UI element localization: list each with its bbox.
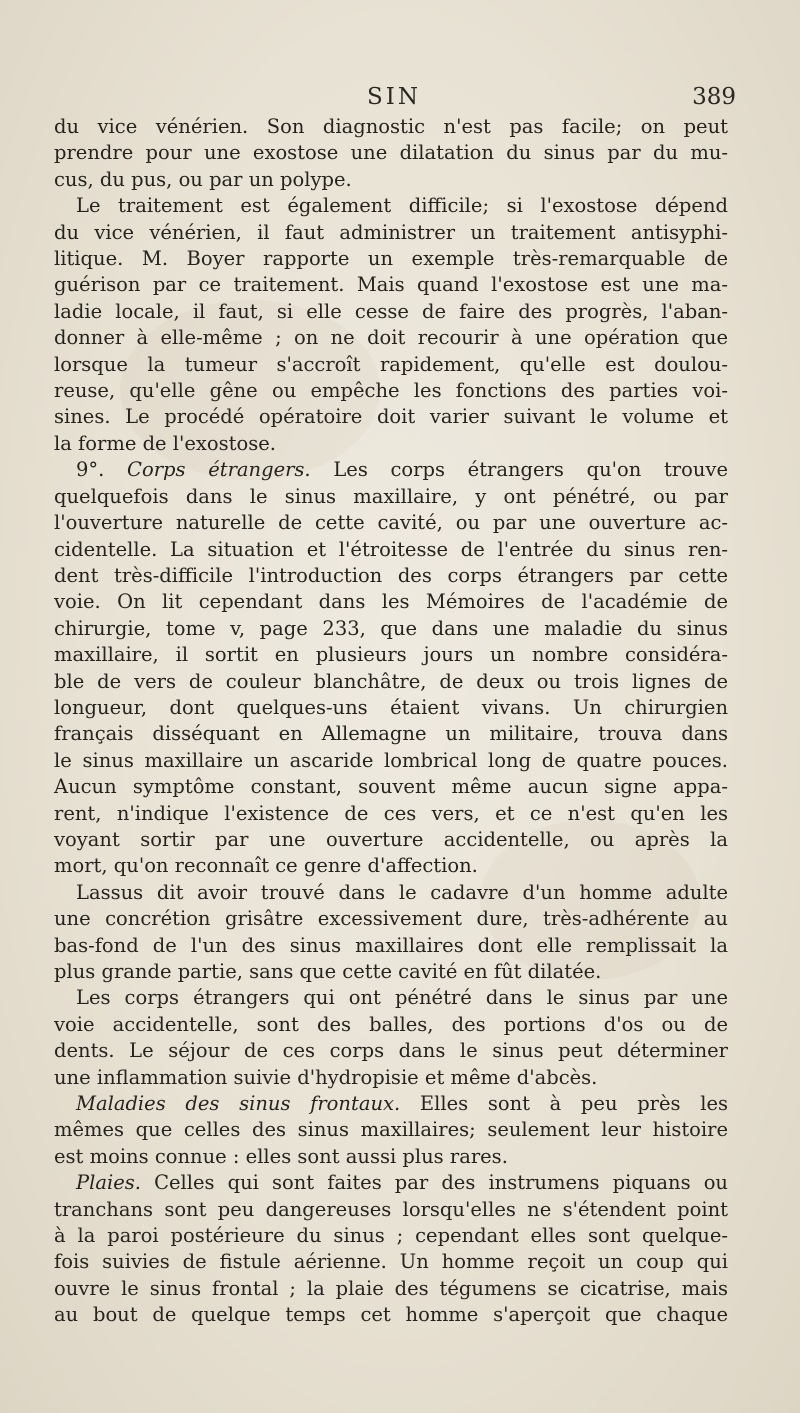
text-line: une inflammation suivie d'hydropisie et même d'abcès. xyxy=(54,1065,598,1089)
paragraph xyxy=(54,985,728,1091)
text-line: dents. Le séjour de ces corps dans le sinus peut déterminer xyxy=(54,1039,728,1063)
text-line: prendre pour une exostose une dilatation du sinus par du mu- xyxy=(54,141,728,165)
text-line: fois suivies de fistule aérienne. Un homme reçoit un coup qui xyxy=(54,1250,728,1274)
text-line: ouvre le sinus frontal ; la plaie des tégumens se cicatrise, mais xyxy=(54,1276,728,1300)
text-line: cus, du pus, ou par un polype. xyxy=(54,167,352,191)
text-line: lorsque la tumeur s'accroît rapidement, qu'elle est doulou- xyxy=(54,352,728,376)
text-line: rent, n'indique l'existence de ces vers, et ce n'est qu'en les xyxy=(54,801,728,825)
text-line: à la paroi postérieure du sinus ; cependant elles sont quelque- xyxy=(54,1224,728,1248)
text-line: chirurgie, tome v, page 233, que dans une maladie du sinus xyxy=(54,616,728,640)
text-line: voie. On lit cependant dans les Mémoires de l'académie de xyxy=(54,590,728,614)
text-segment: Celles qui sont faites par des instrumens piquans ou xyxy=(154,1171,728,1195)
section-paragraph xyxy=(54,457,728,880)
body-text xyxy=(54,114,728,1329)
paragraph xyxy=(54,193,728,457)
text-line: sines. Le procédé opératoire doit varier suivant le volume et xyxy=(54,405,728,429)
section-paragraph xyxy=(54,1170,728,1328)
page-header xyxy=(52,80,736,114)
text-line: Le traitement est également difficile; si l'exostose dépend xyxy=(76,194,728,218)
section-paragraph xyxy=(54,1091,728,1170)
text-line: une concrétion grisâtre excessivement dure, très-adhérente au xyxy=(54,907,728,931)
text-line: français disséquant en Allemagne un militaire, trouva dans xyxy=(54,722,728,746)
text-line: quelquefois dans le sinus maxillaire, y ont pénétré, ou par xyxy=(54,484,728,508)
text-line: plus grande partie, sans que cette cavité en fût dilatée. xyxy=(54,960,602,983)
text-line: la forme de l'exostose. xyxy=(54,431,276,455)
text-line: ladie locale, il faut, si elle cesse de faire des progrès, l'aban- xyxy=(54,299,728,323)
text-line: au bout de quelque temps cet homme s'aperçoit que chaque xyxy=(54,1303,728,1327)
text-line: Les corps étrangers qui ont pénétré dans le sinus par une xyxy=(76,986,728,1010)
text-line: du vice vénérien. Son diagnostic n'est pas facile; on peut xyxy=(54,115,728,138)
text-line: longueur, dont quelques-uns étaient vivans. Un chirurgien xyxy=(54,695,728,719)
text-segment: Les corps étrangers qu'on trouve xyxy=(333,458,728,482)
page-number: 389 xyxy=(692,84,736,110)
section-heading: Maladies des sinus frontaux. xyxy=(76,1092,401,1116)
text-line: mêmes que celles des sinus maxillaires; seulement leur histoire xyxy=(54,1118,728,1142)
text-line: voyant sortir par une ouverture accidentelle, ou après la xyxy=(54,827,728,851)
text-line: voie accidentelle, sont des balles, des portions d'os ou de xyxy=(54,1012,728,1036)
text-line: est moins connue : elles sont aussi plus rares. xyxy=(54,1144,508,1168)
running-head: SIN xyxy=(367,84,421,110)
text-line: du vice vénérien, il faut administrer un traitement antisyphi- xyxy=(54,220,728,244)
section-first-line xyxy=(54,1091,728,1117)
text-line: mort, qu'on reconnaît ce genre d'affection. xyxy=(54,854,478,878)
paragraph xyxy=(54,880,728,986)
text-line: dent très-difficile l'introduction des corps étrangers par cette xyxy=(54,563,728,587)
section-heading: Plaies. xyxy=(76,1171,141,1195)
text-line: guérison par ce traitement. Mais quand l'exostose est une ma- xyxy=(54,273,728,297)
text-line: donner à elle-même ; on ne doit recourir à une opération que xyxy=(54,326,728,350)
section-first-line xyxy=(54,457,728,483)
text-line: cidentelle. La situation et l'étroitesse de l'entrée du sinus ren- xyxy=(54,537,728,561)
section-first-line xyxy=(54,1170,728,1196)
text-line: maxillaire, il sortit en plusieurs jours un nombre considéra- xyxy=(54,643,728,667)
text-line: ble de vers de couleur blanchâtre, de deux ou trois lignes de xyxy=(54,669,728,693)
text-line: le sinus maxillaire un ascaride lombrical long de quatre pouces. xyxy=(54,748,728,772)
paragraph xyxy=(54,114,728,193)
text-line: reuse, qu'elle gêne ou empêche les fonctions des parties voi- xyxy=(54,379,728,403)
section-heading: Corps étrangers. xyxy=(127,458,311,482)
text-segment: Elles sont à peu près les xyxy=(419,1092,729,1116)
text-line: tranchans sont peu dangereuses lorsqu'elles ne s'étendent point xyxy=(54,1197,728,1221)
text-line: l'ouverture naturelle de cette cavité, ou par une ouverture ac- xyxy=(54,511,728,535)
text-line: Lassus dit avoir trouvé dans le cadavre d'un homme adulte xyxy=(76,880,728,904)
section-number: 9°. xyxy=(76,458,105,482)
text-line: bas-fond de l'un des sinus maxillaires dont elle remplissait la xyxy=(54,933,728,957)
text-line: litique. M. Boyer rapporte un exemple très-remarquable de xyxy=(54,247,728,271)
text-line: Aucun symptôme constant, souvent même aucun signe appa- xyxy=(54,775,728,799)
